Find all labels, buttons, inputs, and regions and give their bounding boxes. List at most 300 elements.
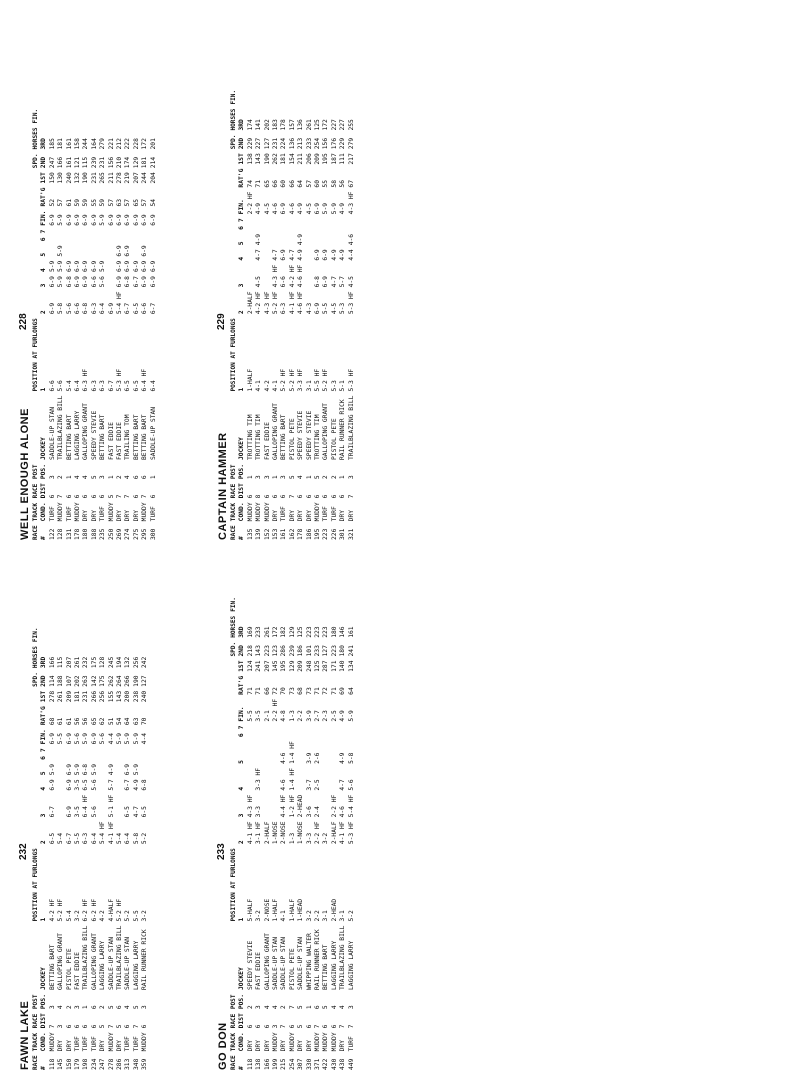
table-cell: 438 [339,1058,347,1070]
header-cell: RAT'G [238,168,246,188]
table-row [247,593,255,1070]
table-cell [247,245,255,260]
table-cell: RAIL RUNNER RICK [314,929,322,990]
table-cell: 4-9 [297,202,305,215]
table-cell: 234 [90,1058,98,1070]
table-cell: 6-8 [82,763,90,776]
horse-name: WELL ENOUGH ALONE [19,408,31,540]
table-row [306,593,314,1070]
table-cell: 61 [65,717,73,726]
table-cell: 146 [339,626,347,638]
table-cell: MUDDY [322,1032,330,1052]
horse-block [18,20,200,540]
table-cell: MUDDY [288,1032,296,1052]
table-cell: 213 [297,137,305,150]
table-cell: 221 [107,138,115,150]
table-cell: 174 [124,156,132,169]
table-cell: 6-3 [280,302,288,315]
table-row [124,105,132,540]
table-cell: 6-4 [149,380,157,392]
table-cell: 5-9 [48,260,56,273]
header-row [238,86,246,540]
table-cell: 4-HALF [107,898,115,922]
table-cell: GALLOPING GRANT [57,933,65,990]
table-cell: 6 [322,494,330,499]
table-cell [116,752,124,760]
table-cell: TRAILING TOM [124,414,132,460]
table-cell: 60 [314,179,322,188]
header-cell: 2 [40,840,48,845]
table-row [141,623,149,1070]
table-cell: 5-HALF [246,898,254,922]
header-cell [230,722,238,730]
left-column [18,550,398,1070]
table-cell: 1 [82,1005,90,1010]
table-cell [57,744,65,752]
table-cell [133,241,141,256]
table-cell: 143 [116,690,124,703]
table-row [255,86,263,540]
table-cell [348,222,356,230]
table-cell: 3 [255,475,263,480]
table-cell [108,272,116,287]
table-cell: 64 [297,179,305,188]
header-row [32,623,40,1070]
horse-name: CAPTAIN HAMMER [217,432,229,540]
table-row [272,86,280,540]
header-cell: POSITION AT FURLONGS [230,318,237,392]
table-cell [49,752,57,760]
race-table [230,86,356,540]
table-cell: TRAILBLAZING BILL [116,925,124,990]
table-cell: 5-4 [65,910,73,922]
table-row [49,623,57,1070]
table-cell: 4-5 [305,202,313,215]
table-cell: 244 [82,138,90,150]
table-cell [82,241,90,256]
table-cell: 4-2 HF [288,264,296,288]
header-cell [230,672,238,695]
horse-number: 232 [18,843,29,860]
table-cell: 5-2 HF [288,368,296,392]
table-cell: MUDDY [57,502,65,522]
table-cell: 6-7 [65,832,73,845]
table-cell [264,261,272,288]
table-cell: 6-9 [74,276,82,288]
table-cell: 180 [82,528,90,540]
table-cell: 207 [132,172,140,184]
table-cell [289,722,297,730]
table-cell: MUDDY [255,502,263,522]
table-cell: 188 [90,528,98,540]
table-cell: 4-6 [280,779,288,791]
table-cell: 64 [124,717,132,726]
table-cell: 2-5 [314,779,322,791]
table-cell: 125 [314,660,322,672]
table-cell: 5-9 [90,763,98,776]
table-cell: 261 [57,690,65,703]
header-cell: POST [32,994,39,1010]
header-cell: RAT'G [40,706,48,726]
table-cell: 1-HALF [272,898,280,922]
table-cell: 4-6 HF [297,291,305,315]
table-cell [306,729,314,737]
table-cell: 5-5 HF [314,368,322,392]
header-cell: 5 [40,771,48,776]
table-cell: 6 [65,494,73,499]
table-row [74,105,82,540]
table-cell: 5-9 [116,732,124,745]
table-cell: 5-3 [339,302,347,315]
table-row [289,593,297,1070]
race-table [32,623,150,1070]
table-cell: 4-3 HF [347,191,355,215]
table-row [322,86,330,540]
table-cell: 6-9 [124,245,132,257]
table-cell [66,241,74,256]
table-cell [264,737,272,764]
table-cell: 2-4 [314,806,322,818]
table-cell: DRY [339,1039,347,1052]
table-cell [264,791,272,818]
header-row [238,593,246,1070]
table-cell: 5-5 [57,732,65,745]
table-cell: 223 [322,626,330,638]
table-cell: 255 [347,119,355,131]
header-cell: 2ND [238,137,246,150]
header-cell: 1ST [40,172,48,184]
table-cell: 7 [107,1024,115,1029]
header-cell [32,760,40,775]
table-cell: TROTTING TIM [255,414,263,460]
table-cell [280,722,288,730]
table-cell: 161 [280,528,288,540]
table-cell [272,214,280,222]
table-cell [91,752,99,760]
table-cell: 6-5 [124,380,132,392]
table-cell: 172 [141,138,149,150]
table-cell: 5-5 [74,832,82,845]
table-cell: 5 [99,1024,107,1029]
table-cell: 6-6 [48,380,56,392]
table-cell: 57 [107,198,115,207]
table-cell: 274 [124,528,132,540]
table-cell: 4-6 [272,202,280,215]
table-cell: 5-9 [322,202,330,215]
header-cell [32,241,40,256]
table-cell: 178 [280,119,288,131]
table-cell: TURF [90,1036,98,1052]
table-cell: BETTING BART [141,414,149,460]
table-cell [289,222,297,230]
table-cell: 6-9 [82,276,90,288]
header-cell: DIST [40,483,48,499]
header-row [32,105,40,540]
table-cell [289,214,297,222]
table-cell [264,214,272,222]
table-cell: 6-9 [116,276,124,288]
table-cell: 242 [141,656,149,669]
header-cell: 5 [238,760,246,764]
table-cell: 4-5 [255,276,263,288]
header-cell: 1 [238,917,246,922]
table-cell: 181 [141,156,149,169]
table-cell: 2-HALF [246,291,254,315]
table-cell: 71 [255,687,263,695]
table-cell [141,752,149,760]
table-cell: 7 [314,1024,322,1029]
table-cell: 4 [297,475,305,480]
table-cell: 142 [90,675,98,687]
header-cell: FIN. [238,199,246,215]
table-cell: FAST EDDIE [116,422,124,460]
table-cell: 4 [272,1005,280,1010]
table-cell: 2 [99,1005,107,1010]
table-cell: 4-7 [339,779,347,791]
table-cell [49,234,57,242]
table-cell: 250 [107,528,115,540]
table-cell [74,752,82,760]
table-cell: 3-2 [322,832,330,845]
table-cell: 6 [74,1024,82,1029]
table-cell: 231 [272,137,280,150]
table-cell: 161 [65,138,73,150]
table-cell: 6-9 [149,276,157,288]
table-cell: 2-3 [322,710,330,722]
header-cell: 7 [40,229,48,234]
table-cell: 1-3 [288,710,296,722]
table-cell [74,744,82,752]
table-cell: FAST EDDIE [255,952,263,990]
table-cell: MUDDY [314,502,322,522]
header-cell: 1ST [238,660,246,672]
table-cell: 5-8 [57,302,65,315]
table-cell [322,230,330,245]
table-cell: 5 [132,1005,140,1010]
table-cell: 179 [74,1058,82,1070]
table-cell: 4-2 HF [255,291,263,315]
table-cell: 6 [255,1024,263,1029]
header-cell: DIST [40,1013,48,1029]
table-cell: DRY [99,1039,107,1052]
horse-number: 228 [18,313,29,330]
table-cell: 6-9 [90,214,98,226]
table-cell: 241 [347,645,355,657]
table-cell: 4-8 [280,710,288,722]
table-cell [91,226,99,234]
table-cell: 57 [141,198,149,207]
header-cell: JOCKEY [238,437,246,460]
table-cell: 2 [65,1005,73,1010]
table-cell: 210 [116,156,124,169]
table-cell: 127 [322,645,330,657]
header-cell: 2ND [40,675,48,687]
table-cell: 6 [339,494,347,499]
table-cell: 3 [347,1005,355,1010]
table-cell: 4-7 [255,249,263,261]
table-cell: 4-2 HF [48,898,56,922]
table-cell: 3-3 [305,832,313,845]
header-cell: COND. [238,1032,246,1052]
table-cell: 6-9 [149,260,157,273]
header-cell: FIN. [230,597,237,612]
table-cell: 207 [263,660,271,672]
header-cell [230,165,238,188]
table-cell: 6 [90,1024,98,1029]
table-cell: 4-6 HF [297,264,305,288]
table-cell: 1-4 HF [288,767,296,791]
table-cell: 6-4 [99,302,107,315]
table-cell: SADDLE-UP STAN [107,936,115,990]
header-cell: FIN. [40,210,48,226]
table-cell: TURF [65,506,73,522]
header-cell: 4 [238,256,246,261]
table-row [289,86,297,540]
table-cell: 4-3 HF [263,291,271,315]
header-cell: SPD. [32,672,39,687]
table-cell: 6-7 [124,779,132,791]
table-row [108,105,116,540]
table-cell: 5-1 HF [107,794,115,818]
table-row [322,593,330,1070]
table-cell: 128 [99,656,107,669]
table-cell: 6 [314,1005,322,1010]
header-cell: HORSES [32,646,39,669]
table-cell: 6-9 [90,260,98,273]
table-cell: 5-9 [57,214,65,226]
table-cell: 6 [305,1024,313,1029]
table-cell: 6-6 [280,276,288,288]
table-cell: 3 [57,1024,65,1029]
table-cell: 6 [330,494,338,499]
table-cell [339,729,347,737]
table-cell [116,760,124,775]
header-cell: 2 [238,310,246,315]
table-cell: 6-5 [141,806,149,818]
table-cell: 254 [288,1058,296,1070]
table-cell: 6-7 [48,806,56,818]
race-table [230,593,356,1070]
table-cell: 2-2 HF [330,794,338,818]
table-cell: 5-6 [99,732,107,745]
table-cell [133,226,141,234]
table-cell: 6-9 [141,214,149,226]
table-cell: 187 [330,153,338,165]
table-row [91,623,99,1070]
table-cell: 5-3 HF [347,368,355,392]
table-cell: 5-2 HF [280,368,288,392]
table-cell: DRY [132,509,140,522]
table-cell: 178 [297,528,305,540]
table-cell [322,222,330,230]
table-cell: FAST EDDIE [74,952,82,990]
table-cell: 4-4 [141,732,149,745]
table-cell: TURF [48,506,56,522]
header-cell: POST [230,464,237,480]
table-cell: 54 [116,717,124,726]
table-cell: 227 [339,119,347,131]
table-cell: 195 [322,153,330,165]
table-cell: 66 [272,179,280,188]
table-cell: 4-1 HF [288,291,296,315]
table-cell: 65 [263,179,271,188]
header-cell: COND. [238,502,246,522]
table-cell: 1 [305,1005,313,1010]
table-cell: 6-8 [141,779,149,791]
table-cell: 181 [74,690,82,703]
table-cell [82,226,90,234]
table-cell: 244 [141,172,149,184]
table-row [116,105,124,540]
table-cell: 150 [48,172,56,184]
table-cell: 1 [272,475,280,480]
table-cell: MUDDY [141,502,149,522]
table-cell: 264 [116,675,124,687]
table-cell [306,230,314,245]
table-cell: 63 [116,198,124,207]
table-row [314,86,322,540]
table-cell: 130 [57,172,65,184]
header-cell: 3RD [238,626,246,638]
table-cell: 4-6 [339,806,347,818]
table-cell: 217 [347,153,355,165]
table-cell: SADDLE-UP STAN [280,936,288,990]
table-cell: 4-1 [255,380,263,392]
table-cell: 6 [330,1024,338,1029]
table-cell: 4 [330,1005,338,1010]
table-cell [348,722,356,730]
table-cell: 235 [99,528,107,540]
table-cell: 6-5 [124,806,132,818]
table-cell: 57 [305,179,313,188]
table-cell: 4-7 [288,249,296,261]
table-cell [74,241,82,256]
table-cell [322,791,330,818]
table-cell: 6 [65,1024,73,1029]
header-cell: 7 [238,725,246,730]
table-cell: 204 [149,172,157,184]
table-cell: 4-3 HF [272,264,280,288]
header-cell [230,287,238,314]
table-cell: 6-5 [82,779,90,791]
table-cell: 7 [124,494,132,499]
table-cell: 66 [288,179,296,188]
table-cell: 295 [141,528,149,540]
table-cell: 321 [347,528,355,540]
table-cell: 3 [347,475,355,480]
table-cell [314,722,322,730]
table-cell [306,222,314,230]
table-cell: 1 [149,475,157,480]
table-cell: 6 [82,1024,90,1029]
table-cell: 2-6 [314,752,322,764]
table-cell: 6-9 [280,249,288,261]
table-cell: 70 [280,687,288,695]
table-cell: 1-3 [288,832,296,845]
table-cell: MUDDY [74,502,82,522]
table-cell [322,737,330,764]
table-cell: 180 [339,645,347,657]
table-cell: 2-NOSE [263,898,271,922]
table-cell [272,764,280,791]
table-cell: 247 [48,156,56,169]
table-cell: 6-9 [65,214,73,226]
table-cell [331,230,339,245]
table-cell [108,226,116,234]
table-cell: 73 [288,687,296,695]
table-cell: RAIL RUNNER RICK [339,399,347,460]
table-cell: 2 [280,1005,288,1010]
